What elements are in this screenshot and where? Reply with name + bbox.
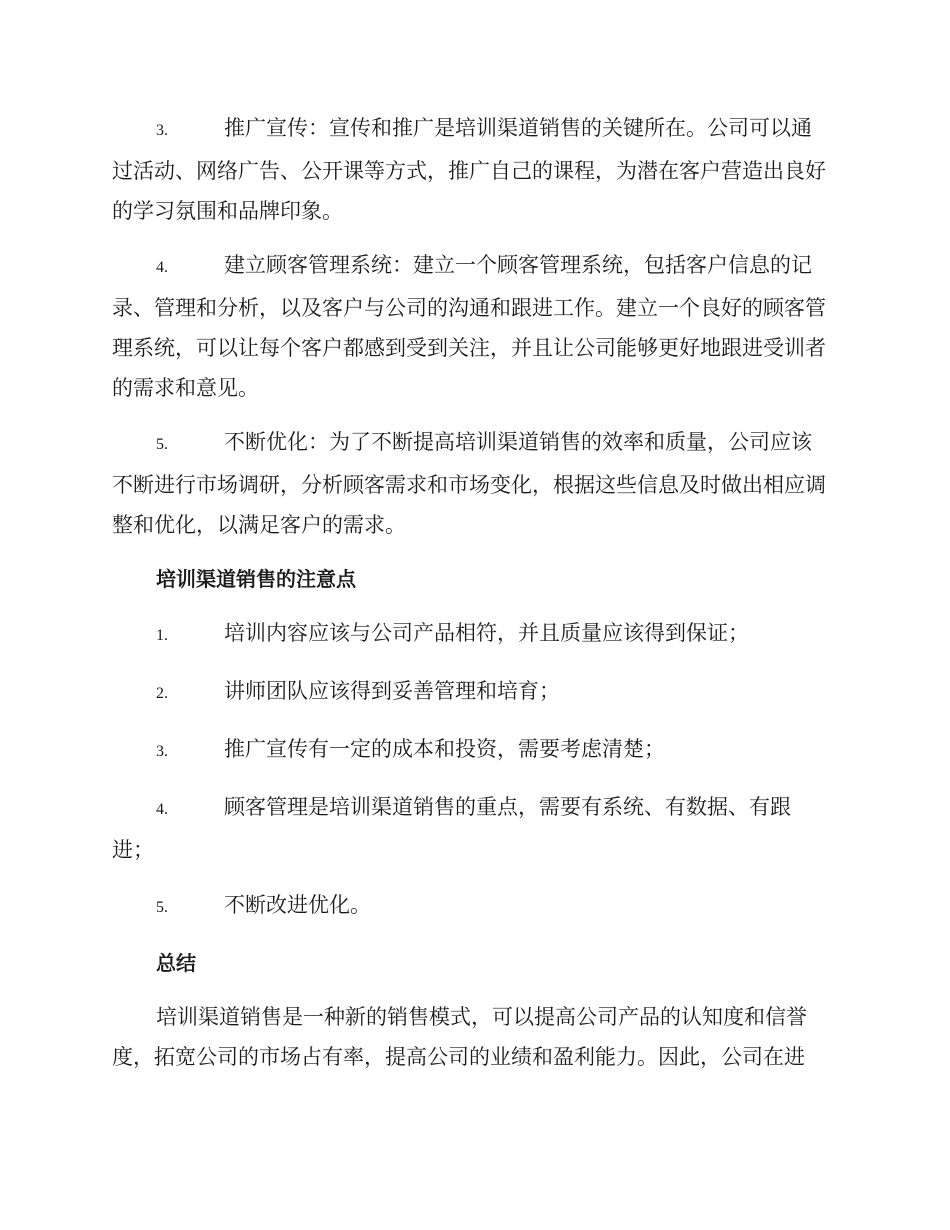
document-page	[112, 108, 832, 1077]
list-number: 4.	[156, 801, 168, 818]
list-item-promotion	[112, 108, 832, 231]
list-number: 4.	[156, 259, 168, 276]
list-item-text: 推广宣传有一定的成本和投资，需要考虑清楚；	[224, 737, 665, 761]
list-item-note-4	[112, 787, 832, 870]
list-number: 5.	[156, 436, 168, 453]
list-item-note-2	[112, 671, 832, 714]
section-heading-summary: 总结	[156, 951, 196, 975]
list-number: 1.	[156, 627, 168, 644]
list-item-text: 建立顾客管理系统：建立一个顾客管理系统，包括客户信息的记录、管理和分析，以及客户与公司的沟通和跟进工作。建立一个良好的顾客管理系统，可以让每个客户都感到受到关注，并且让公司能够更好地跟进受训者的需求和意见。	[112, 253, 826, 400]
list-item-text: 不断改进优化。	[224, 893, 371, 917]
summary-paragraph: 培训渠道销售是一种新的销售模式，可以提高公司产品的认知度和信誉度，拓宽公司的市场占有率，提高公司的业绩和盈利能力。因此，公司在进	[112, 1005, 807, 1069]
list-number: 3.	[156, 743, 168, 760]
list-item-crm	[112, 245, 832, 408]
list-number: 2.	[156, 685, 168, 702]
list-item-note-3	[112, 729, 832, 772]
list-item-text: 不断优化：为了不断提高培训渠道销售的效率和质量，公司应该不断进行市场调研，分析顾客需求和市场变化，根据这些信息及时做出相应调整和优化，以满足客户的需求。	[112, 430, 826, 537]
list-item-note-1	[112, 613, 832, 656]
list-number: 3.	[156, 122, 168, 139]
list-item-optimize	[112, 422, 832, 545]
list-item-text: 培训内容应该与公司产品相符，并且质量应该得到保证；	[224, 621, 749, 645]
section-heading-notes: 培训渠道销售的注意点	[156, 567, 356, 591]
list-item-text: 讲师团队应该得到妥善管理和培育；	[224, 679, 560, 703]
list-item-note-5	[112, 885, 832, 928]
list-item-text: 推广宣传：宣传和推广是培训渠道销售的关键所在。公司可以通过活动、网络广告、公开课等方式，推广自己的课程，为潜在客户营造出良好的学习氛围和品牌印象。	[112, 116, 826, 223]
list-item-text: 顾客管理是培训渠道销售的重点，需要有系统、有数据、有跟进；	[112, 795, 791, 862]
list-number: 5.	[156, 899, 168, 916]
